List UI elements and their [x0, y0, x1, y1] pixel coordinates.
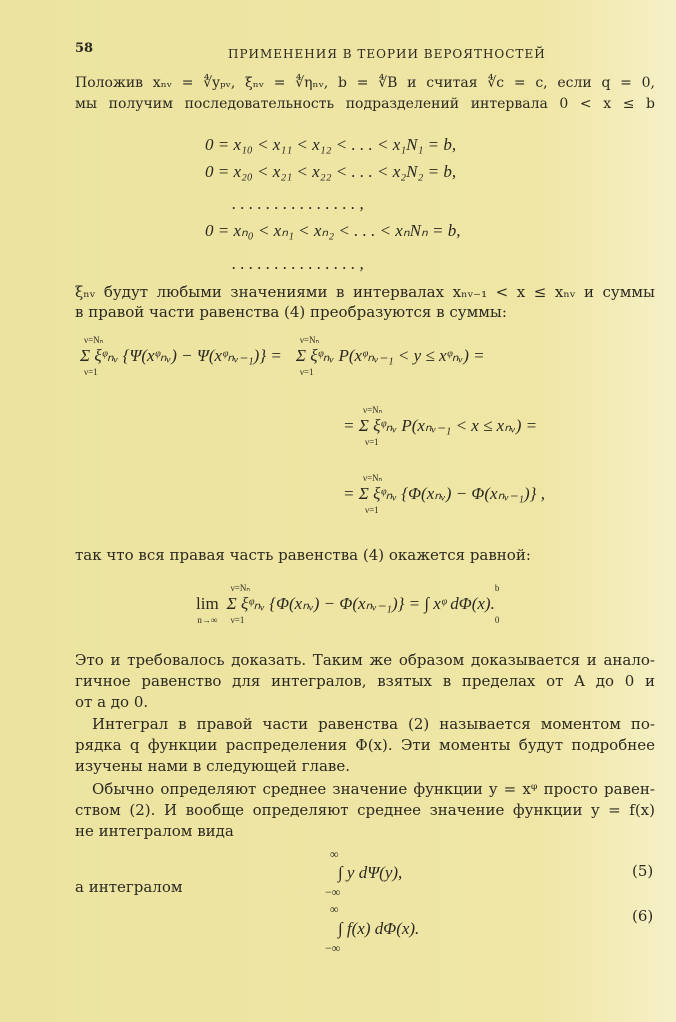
integral-upper-limit: b — [494, 583, 500, 593]
equation-line: Σ ξᵠₙᵥ P(xᵠₙᵥ₋₁ < y ≤ xᵠₙᵥ) = — [295, 346, 485, 365]
equation-line: ∫ f(x) dΦ(x). — [338, 919, 420, 938]
sum-lower-limit: ν=1 — [299, 367, 314, 377]
equation-line: 0 = x₁₀ < x₁₁ < x₁₂ < . . . < x₁N₁ = b, — [205, 135, 457, 154]
equation-line: Σ ξᵠₙᵥ {Ψ(xᵠₙᵥ) − Ψ(xᵠₙᵥ₋₁)} = — [80, 346, 282, 365]
integral-lower-limit: −∞ — [325, 885, 341, 899]
sum-upper-limit: ν=Nₙ — [363, 405, 383, 415]
paragraph-line: так что вся правая часть равенства (4) окажется равной: — [75, 546, 531, 564]
sum-equation-right — [296, 334, 485, 378]
integral-upper-limit: ∞ — [330, 847, 339, 861]
sum-lower-limit: ν=1 — [365, 437, 379, 447]
paragraph-line: гичное равенство для интегралов, взятых в пределах от A до 0 и — [75, 672, 655, 690]
sum-upper-limit: ν=Nₙ — [230, 583, 250, 593]
sum-equation-row — [80, 334, 485, 378]
sum-equation-left — [80, 334, 282, 378]
limit-equation-row — [196, 582, 499, 626]
sum-upper-limit: ν=Nₙ — [363, 473, 383, 483]
paragraph-line: в правой части равенства (4) преобразуются в суммы: — [75, 303, 507, 321]
equation-number: (5) — [632, 862, 654, 880]
sum-upper-limit: ν=Nₙ — [84, 335, 104, 345]
paragraph-line: ством (2). И вообще определяют среднее значение функции y = f(x) — [75, 801, 655, 819]
paragraph-line: а интегралом — [75, 878, 183, 896]
paragraph-line: Обычно определяют среднее значение функции y = xᵠ просто равен- — [92, 780, 655, 798]
paragraph-line: Интеграл в правой части равенства (2) называется моментом по- — [92, 715, 655, 733]
running-header: ПРИМЕНЕНИЯ В ТЕОРИИ ВЕРОЯТНОСТЕЙ — [228, 47, 546, 61]
equation-line: . . . . . . . . . . . . . . . , — [232, 254, 364, 273]
lim-label: lim — [196, 594, 219, 613]
integral-lower-limit: 0 — [494, 615, 500, 625]
paragraph-line: изучены нами в следующей главе. — [75, 757, 351, 775]
page-number: 58 — [75, 41, 94, 56]
sum-equation-row — [343, 404, 537, 448]
paragraph-line: от a до 0. — [75, 693, 149, 711]
equation-line: 0 = xₙ₀ < xₙ₁ < xₙ₂ < . . . < xₙNₙ = b, — [205, 221, 461, 240]
equation-line: ∫ y dΨ(y), — [338, 863, 403, 882]
sum-equation-line3 — [343, 472, 545, 516]
sum-lower-limit: ν=1 — [84, 367, 98, 377]
equation-line: 0 = x₂₀ < x₂₁ < x₂₂ < . . . < x₂N₂ = b, — [205, 162, 457, 181]
lim-subscript: n→∞ — [197, 615, 218, 625]
equation-line: = Σ ξᵠₙᵥ {Φ(xₙᵥ) − Φ(xₙᵥ₋₁)} , — [343, 484, 545, 503]
equation-number: (6) — [632, 907, 654, 925]
paragraph-line: мы получим последовательность подразделений интервала 0 < x ≤ b — [75, 96, 655, 112]
limit-equation-body — [227, 582, 495, 626]
sum-equation-line2 — [343, 404, 537, 448]
equation-line: Σ ξᵠₙᵥ {Φ(xₙᵥ) − Φ(xₙᵥ₋₁)} = ∫ xᵠ dΦ(x). — [226, 594, 495, 613]
sum-upper-limit: ν=Nₙ — [299, 335, 320, 345]
equation-line: = Σ ξᵠₙᵥ P(xₙᵥ₋₁ < x ≤ xₙᵥ) = — [343, 416, 538, 435]
sum-equation-row — [343, 472, 545, 516]
paragraph-line: Положив xₙᵥ = ∜yₚᵥ, ξₙᵥ = ∜ηₙᵥ, b = ∜B и считая ∜c = c, если q = 0, — [75, 75, 655, 91]
integral-upper-limit: ∞ — [330, 902, 339, 916]
integral-limits — [495, 582, 500, 626]
integral-lower-limit: −∞ — [325, 941, 341, 955]
paragraph-line: рядка q функции распределения Φ(x). Эти моменты будут подробнее — [75, 736, 655, 754]
paragraph-line: ξₙᵥ будут любыми значениями в интервалах xₙᵥ₋₁ < x ≤ xₙᵥ и суммы — [75, 283, 655, 301]
equation-line: . . . . . . . . . . . . . . . , — [232, 194, 364, 213]
paragraph-line: Это и требовалось доказать. Таким же образом доказывается и анало- — [75, 651, 655, 669]
sum-lower-limit: ν=1 — [365, 505, 379, 515]
sum-lower-limit: ν=1 — [230, 615, 245, 625]
paragraph-line: не интегралом вида — [75, 822, 234, 840]
limit-operator — [196, 582, 219, 626]
